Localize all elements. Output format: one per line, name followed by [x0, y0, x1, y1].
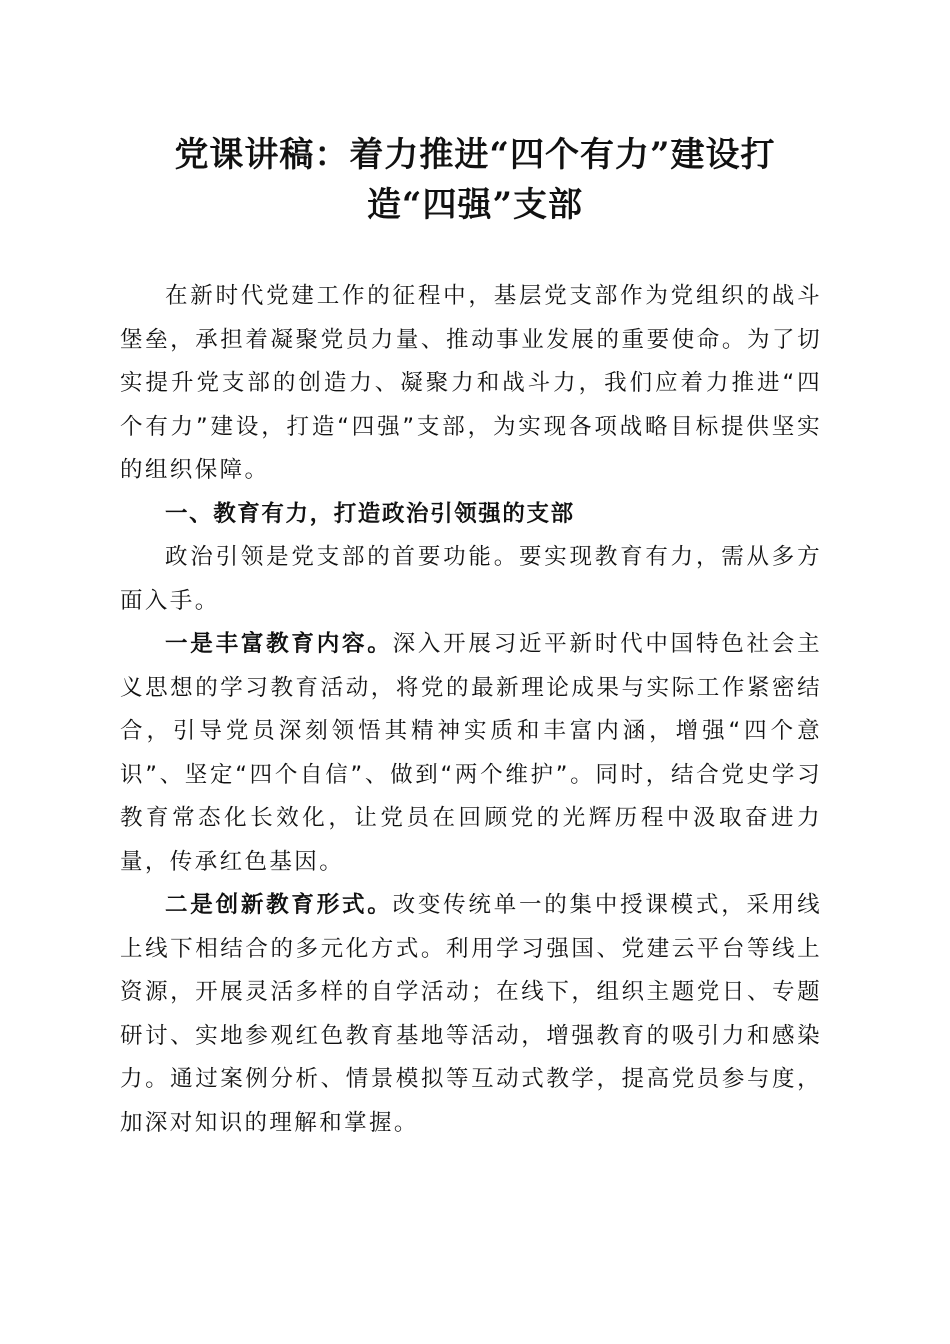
- point-1-lead: 一是丰富教育内容。: [165, 631, 393, 657]
- point-1-text: 深入开展习近平新时代中国特色社会主义思想的学习教育活动，将党的最新理论成果与实际工作紧密结合，引导党员深刻领悟其精神实质和丰富内涵，增强“四个意识”、坚定“四个自信”、做到“两个维护”。同时，结合党史学习教育常态化长效化，让党员在回顾党的光辉历程中汲取奋进力量，传承红色基因。: [120, 631, 822, 875]
- title-line-1: 党课讲稿：着力推进“四个有力”建设打: [174, 135, 776, 175]
- point-2-text: 改变传统单一的集中授课模式，采用线上线下相结合的多元化方式。利用学习强国、党建云平台等线上资源，开展灵活多样的自学活动；在线下，组织主题党日、专题研讨、实地参观红色教育基地等活动，增强教育的吸引力和感染力。通过案例分析、情景模拟等互动式教学，提高党员参与度，加深对知识的理解和掌握。: [120, 892, 822, 1136]
- document-body: [120, 275, 822, 1145]
- title-line-2: 造“四强”支部: [366, 185, 584, 225]
- point-2-paragraph: [120, 884, 822, 1145]
- document-title: [100, 130, 850, 230]
- intro-paragraph: 在新时代党建工作的征程中，基层党支部作为党组织的战斗堡垒，承担着凝聚党员力量、推动事业发展的重要使命。为了切实提升党支部的创造力、凝聚力和战斗力，我们应着力推进“四个有力”建设，打造“四强”支部，为实现各项战略目标提供坚实的组织保障。: [120, 283, 822, 483]
- point-1-paragraph: [120, 623, 822, 884]
- section-1-intro-paragraph: 政治引领是党支部的首要功能。要实现教育有力，需从多方面入手。: [120, 544, 822, 614]
- section-1-heading: 一、教育有力，打造政治引领强的支部: [165, 500, 575, 527]
- point-2-lead: 二是创新教育形式。: [165, 892, 393, 918]
